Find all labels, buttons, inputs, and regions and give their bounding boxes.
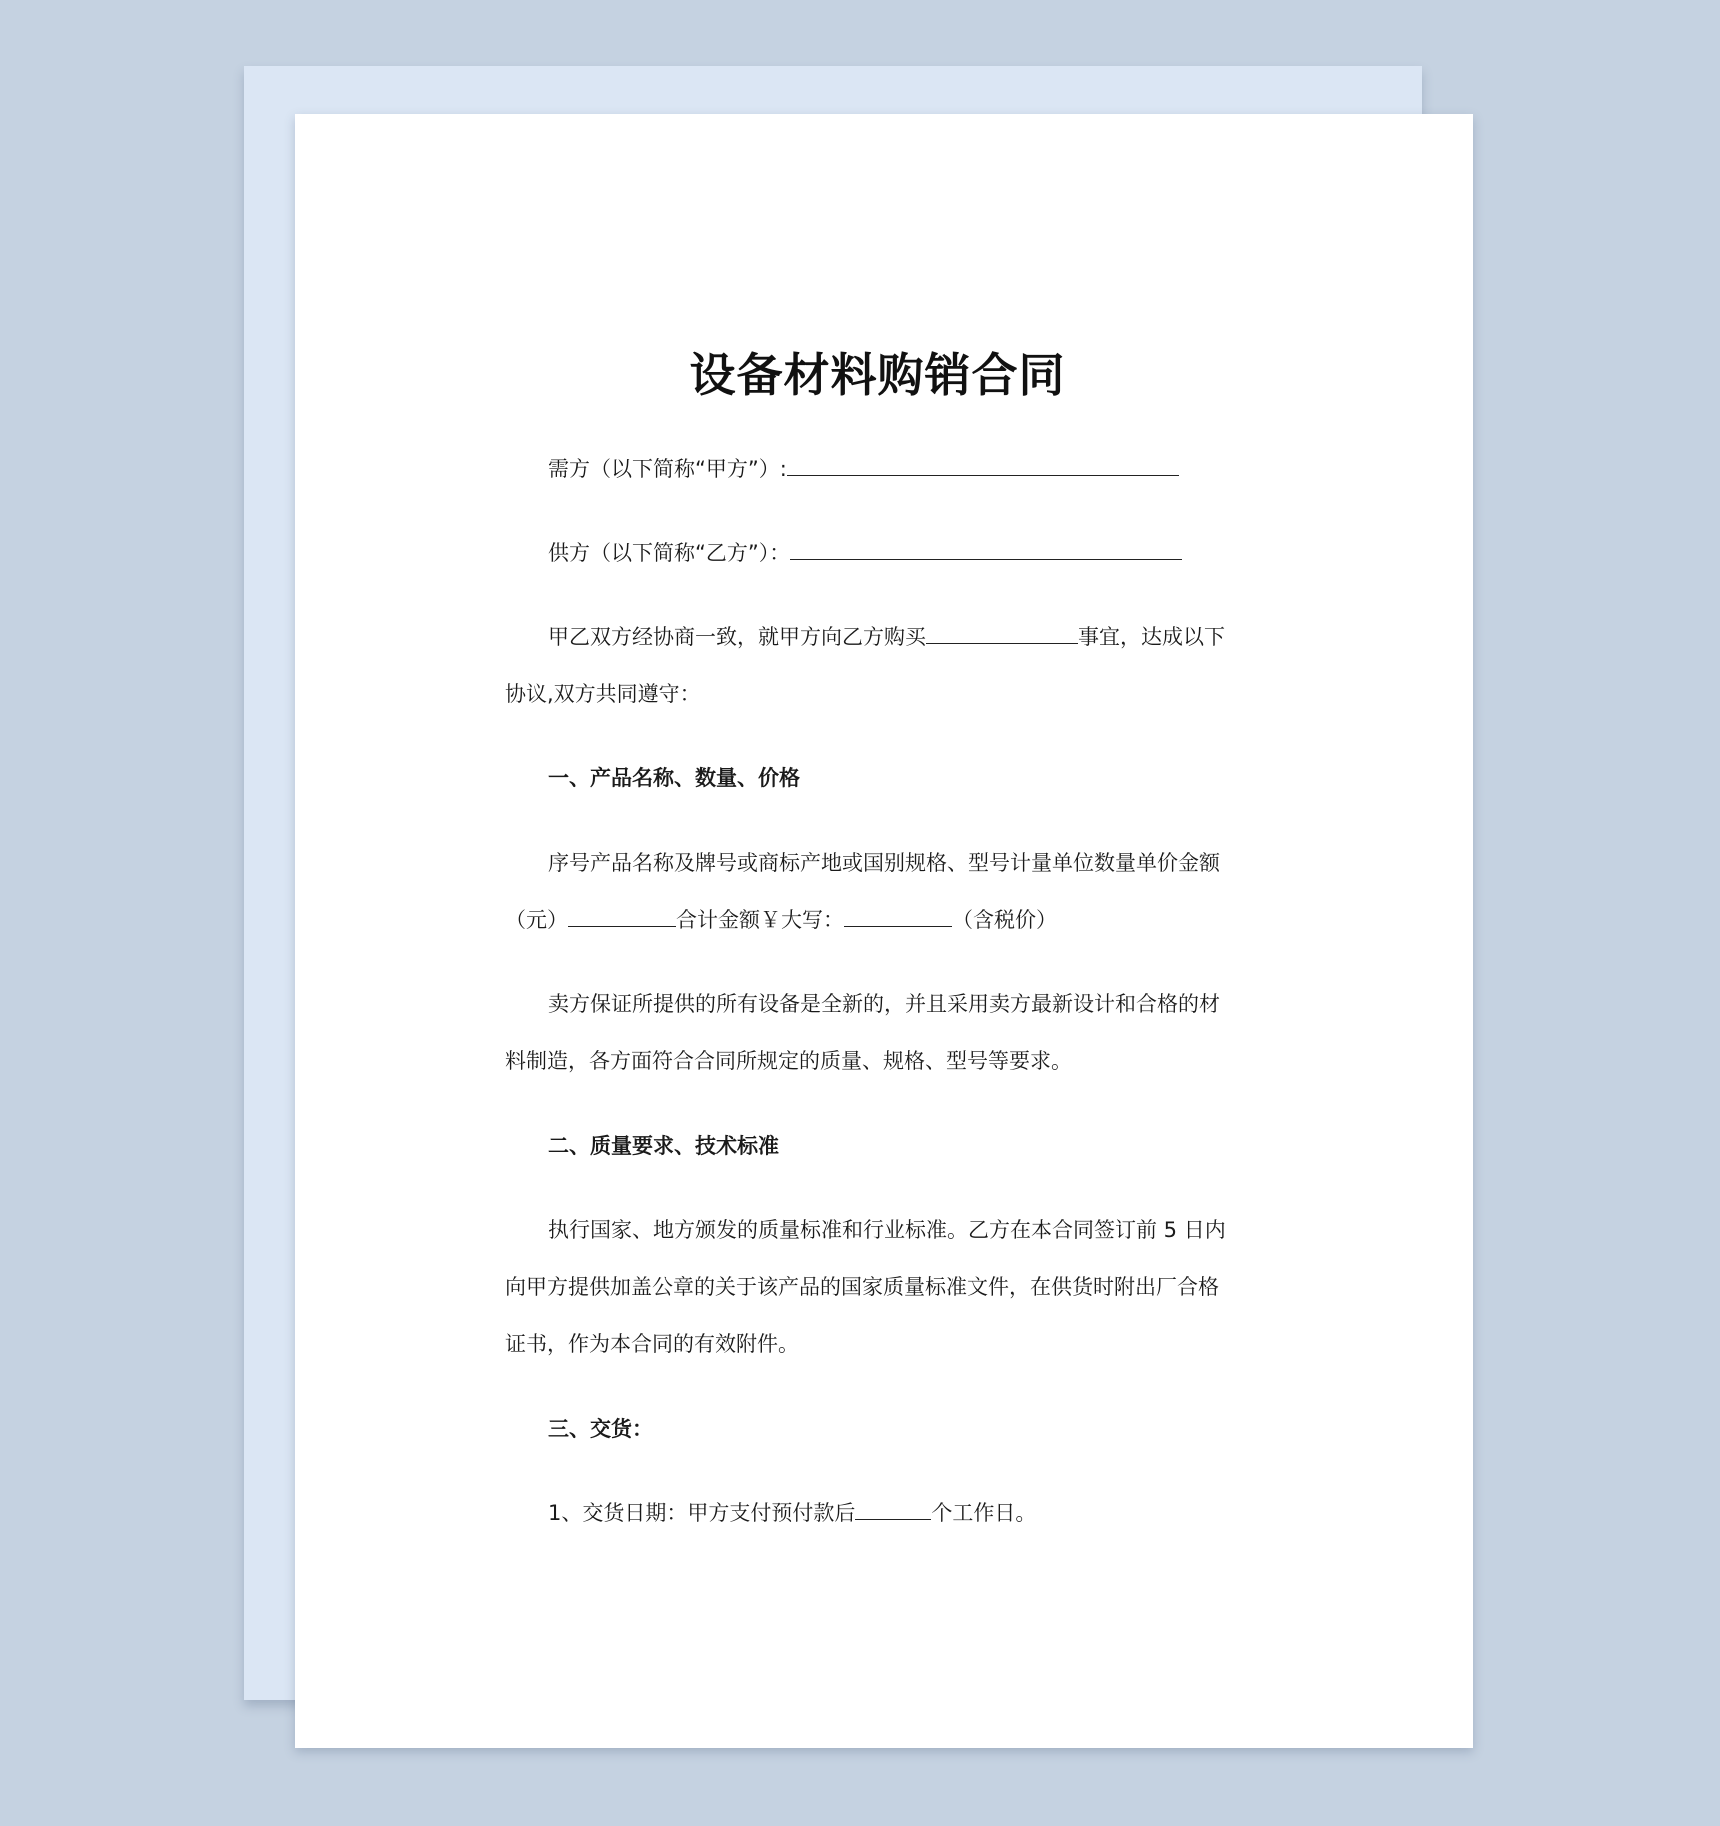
buyer-label: 需方（以下简称“甲方”）:: [548, 457, 787, 481]
intro-text-a: 甲乙双方经协商一致，就甲方向乙方购买: [548, 625, 926, 649]
section1-text-a: （元）: [505, 908, 568, 932]
purchase-item-blank: [926, 621, 1078, 644]
buyer-line: [505, 441, 1250, 498]
intro-text-b: 事宜，达成以下: [1078, 625, 1225, 649]
section1-text-b: 合计金额￥大写：: [676, 908, 844, 932]
intro-line-1: [505, 609, 1250, 666]
buyer-blank: [787, 453, 1179, 476]
section2-line-1: 执行国家、地方颁发的质量标准和行业标准。乙方在本合同签订前 5 日内: [548, 1218, 1226, 1242]
seller-blank: [790, 537, 1182, 560]
amount-blank: [568, 904, 676, 927]
section1-heading: 一、产品名称、数量、价格: [548, 766, 800, 790]
delivery-text-b: 个工作日。: [931, 1501, 1037, 1525]
section2-heading: 二、质量要求、技术标准: [548, 1134, 779, 1158]
delivery-days-blank: [855, 1497, 931, 1520]
document-title: 设备材料购销合同: [689, 348, 1066, 402]
delivery-line: [505, 1485, 1250, 1542]
guarantee-line-1: 卖方保证所提供的所有设备是全新的，并且采用卖方最新设计和合格的材: [548, 992, 1220, 1016]
section1-line-2: [505, 892, 1250, 949]
delivery-text-a: 1、交货日期：甲方支付预付款后: [548, 1501, 856, 1525]
intro-line-2: 协议,双方共同遵守：: [505, 682, 701, 706]
section1-line-1: 序号产品名称及牌号或商标产地或国别规格、型号计量单位数量单价金额: [548, 851, 1220, 875]
section2-line-3: 证书，作为本合同的有效附件。: [505, 1332, 799, 1356]
seller-line: [505, 525, 1250, 582]
seller-label: 供方（以下简称“乙方”）：: [548, 541, 791, 565]
section3-heading: 三、交货：: [548, 1417, 653, 1441]
guarantee-line-2: 料制造，各方面符合合同所规定的质量、规格、型号等要求。: [505, 1049, 1072, 1073]
amount-words-blank: [844, 904, 952, 927]
section1-text-c: （含税价）: [952, 908, 1057, 932]
section2-line-2: 向甲方提供加盖公章的关于该产品的国家质量标准文件，在供货时附出厂合格: [505, 1275, 1219, 1299]
document-page: [295, 114, 1473, 1748]
